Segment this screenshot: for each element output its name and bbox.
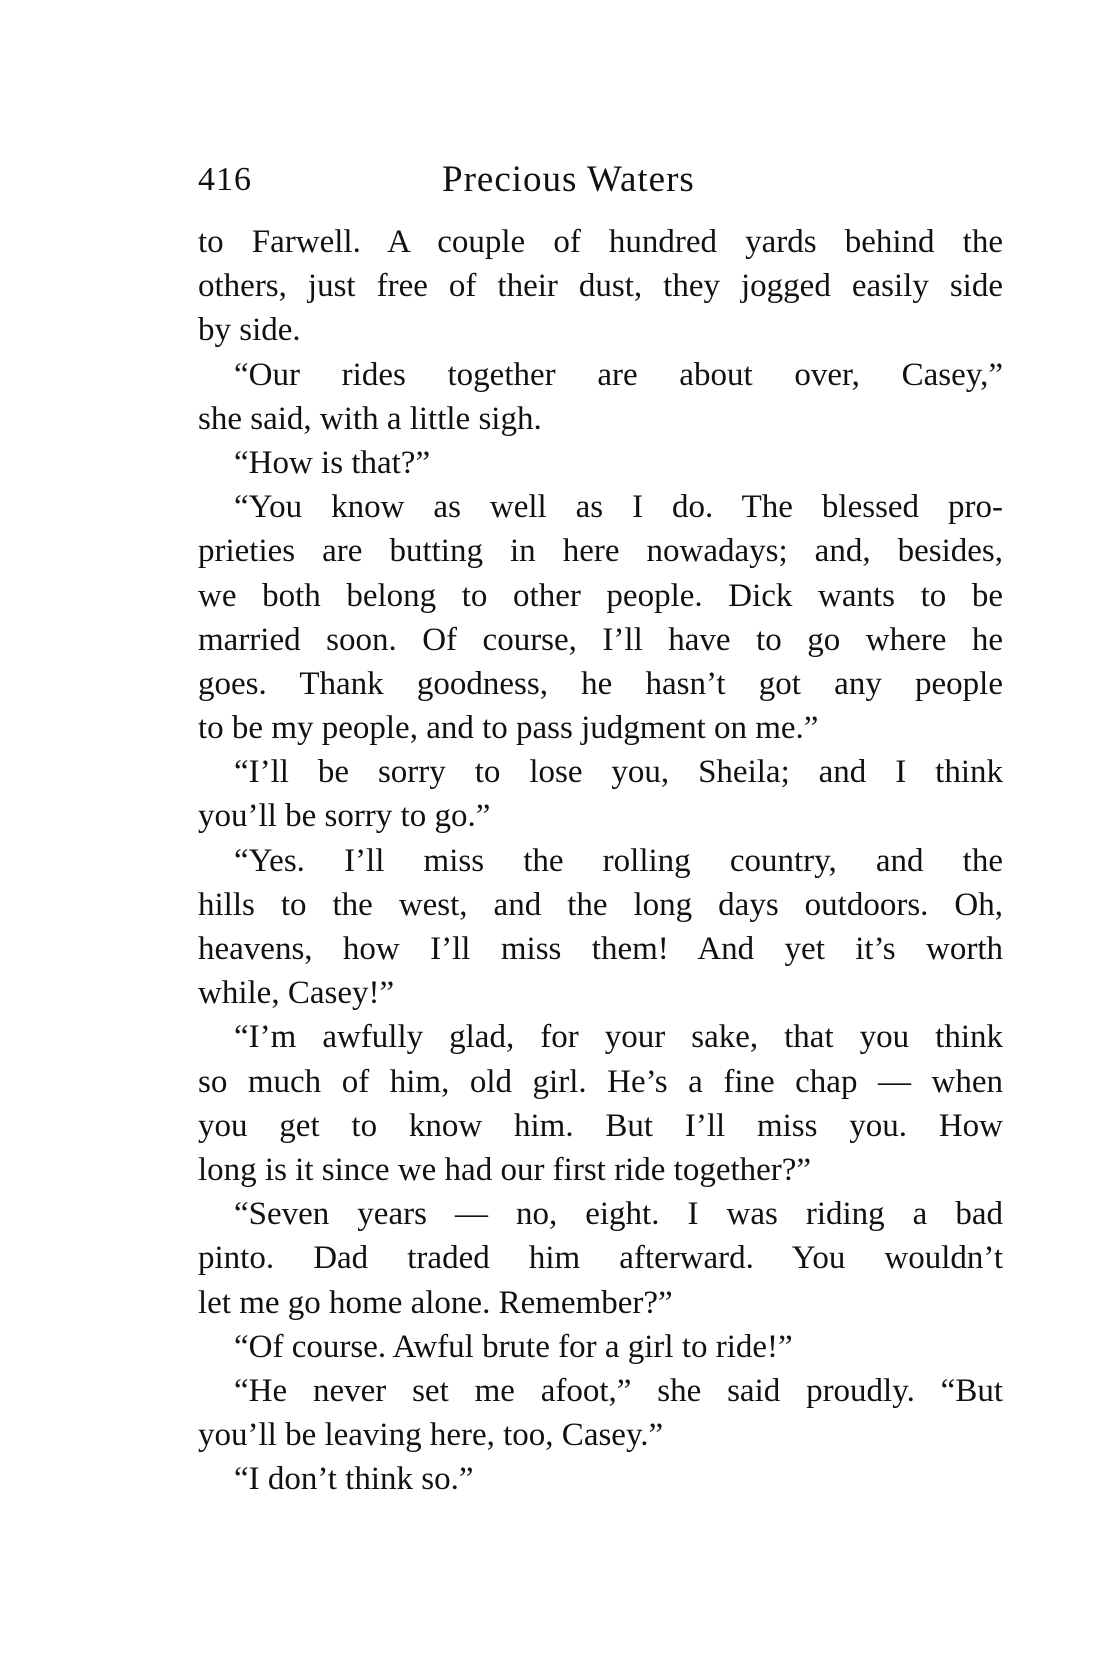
text-line: by side.: [198, 312, 301, 349]
text-line: “Seven years — no, eight. I was riding a bad: [234, 1196, 1003, 1233]
body-text: [198, 220, 1003, 1501]
text-line: to be my people, and to pass judgment on me.”: [198, 710, 819, 747]
running-title: Precious Waters: [442, 159, 695, 200]
text-line: you’ll be sorry to go.”: [198, 798, 491, 835]
page-number: 416: [198, 161, 252, 198]
text-line: so much of him, old girl. He’s a fine chap — when: [198, 1063, 1003, 1100]
text-line: “I’m awfully glad, for your sake, that you think: [234, 1019, 1003, 1056]
text-line: “Yes. I’ll miss the rolling country, and the: [234, 842, 1003, 879]
text-line: we both belong to other people. Dick wants to be: [198, 577, 1003, 614]
text-line: while, Casey!”: [198, 975, 395, 1012]
text-line: long is it since we had our first ride together?”: [198, 1151, 812, 1188]
text-line: “Our rides together are about over, Casey,”: [234, 356, 1003, 393]
text-line: you’ll be leaving here, too, Casey.”: [198, 1417, 664, 1454]
text-line: others, just free of their dust, they jogged easily side: [198, 268, 1003, 305]
text-line: “He never set me afoot,” she said proudly. “But: [234, 1372, 1003, 1409]
page-header: [198, 154, 1003, 206]
text-line: let me go home alone. Remember?”: [198, 1284, 673, 1321]
text-line: heavens, how I’ll miss them! And yet it’s worth: [198, 931, 1003, 967]
text-line: “Of course. Awful brute for a girl to ride!”: [234, 1328, 793, 1365]
text-line: married soon. Of course, I’ll have to go where he: [198, 621, 1003, 658]
text-line: you get to know him. But I’ll miss you. How: [198, 1107, 1003, 1144]
text-line: “How is that?”: [234, 444, 431, 481]
text-line: hills to the west, and the long days outdoors. Oh,: [198, 886, 1003, 923]
text-line: “I don’t think so.”: [234, 1461, 474, 1498]
text-line: she said, with a little sigh.: [198, 400, 542, 437]
text-line: prieties are butting in here nowadays; and, besides,: [198, 533, 1003, 570]
text-line: “You know as well as I do. The blessed pro-: [234, 489, 1003, 526]
text-line: pinto. Dad traded him afterward. You wouldn’t: [198, 1240, 1003, 1277]
text-line: goes. Thank goodness, he hasn’t got any people: [198, 665, 1003, 702]
text-line: to Farwell. A couple of hundred yards behind the: [198, 224, 1003, 260]
text-line: “I’ll be sorry to lose you, Sheila; and I think: [234, 754, 1003, 791]
